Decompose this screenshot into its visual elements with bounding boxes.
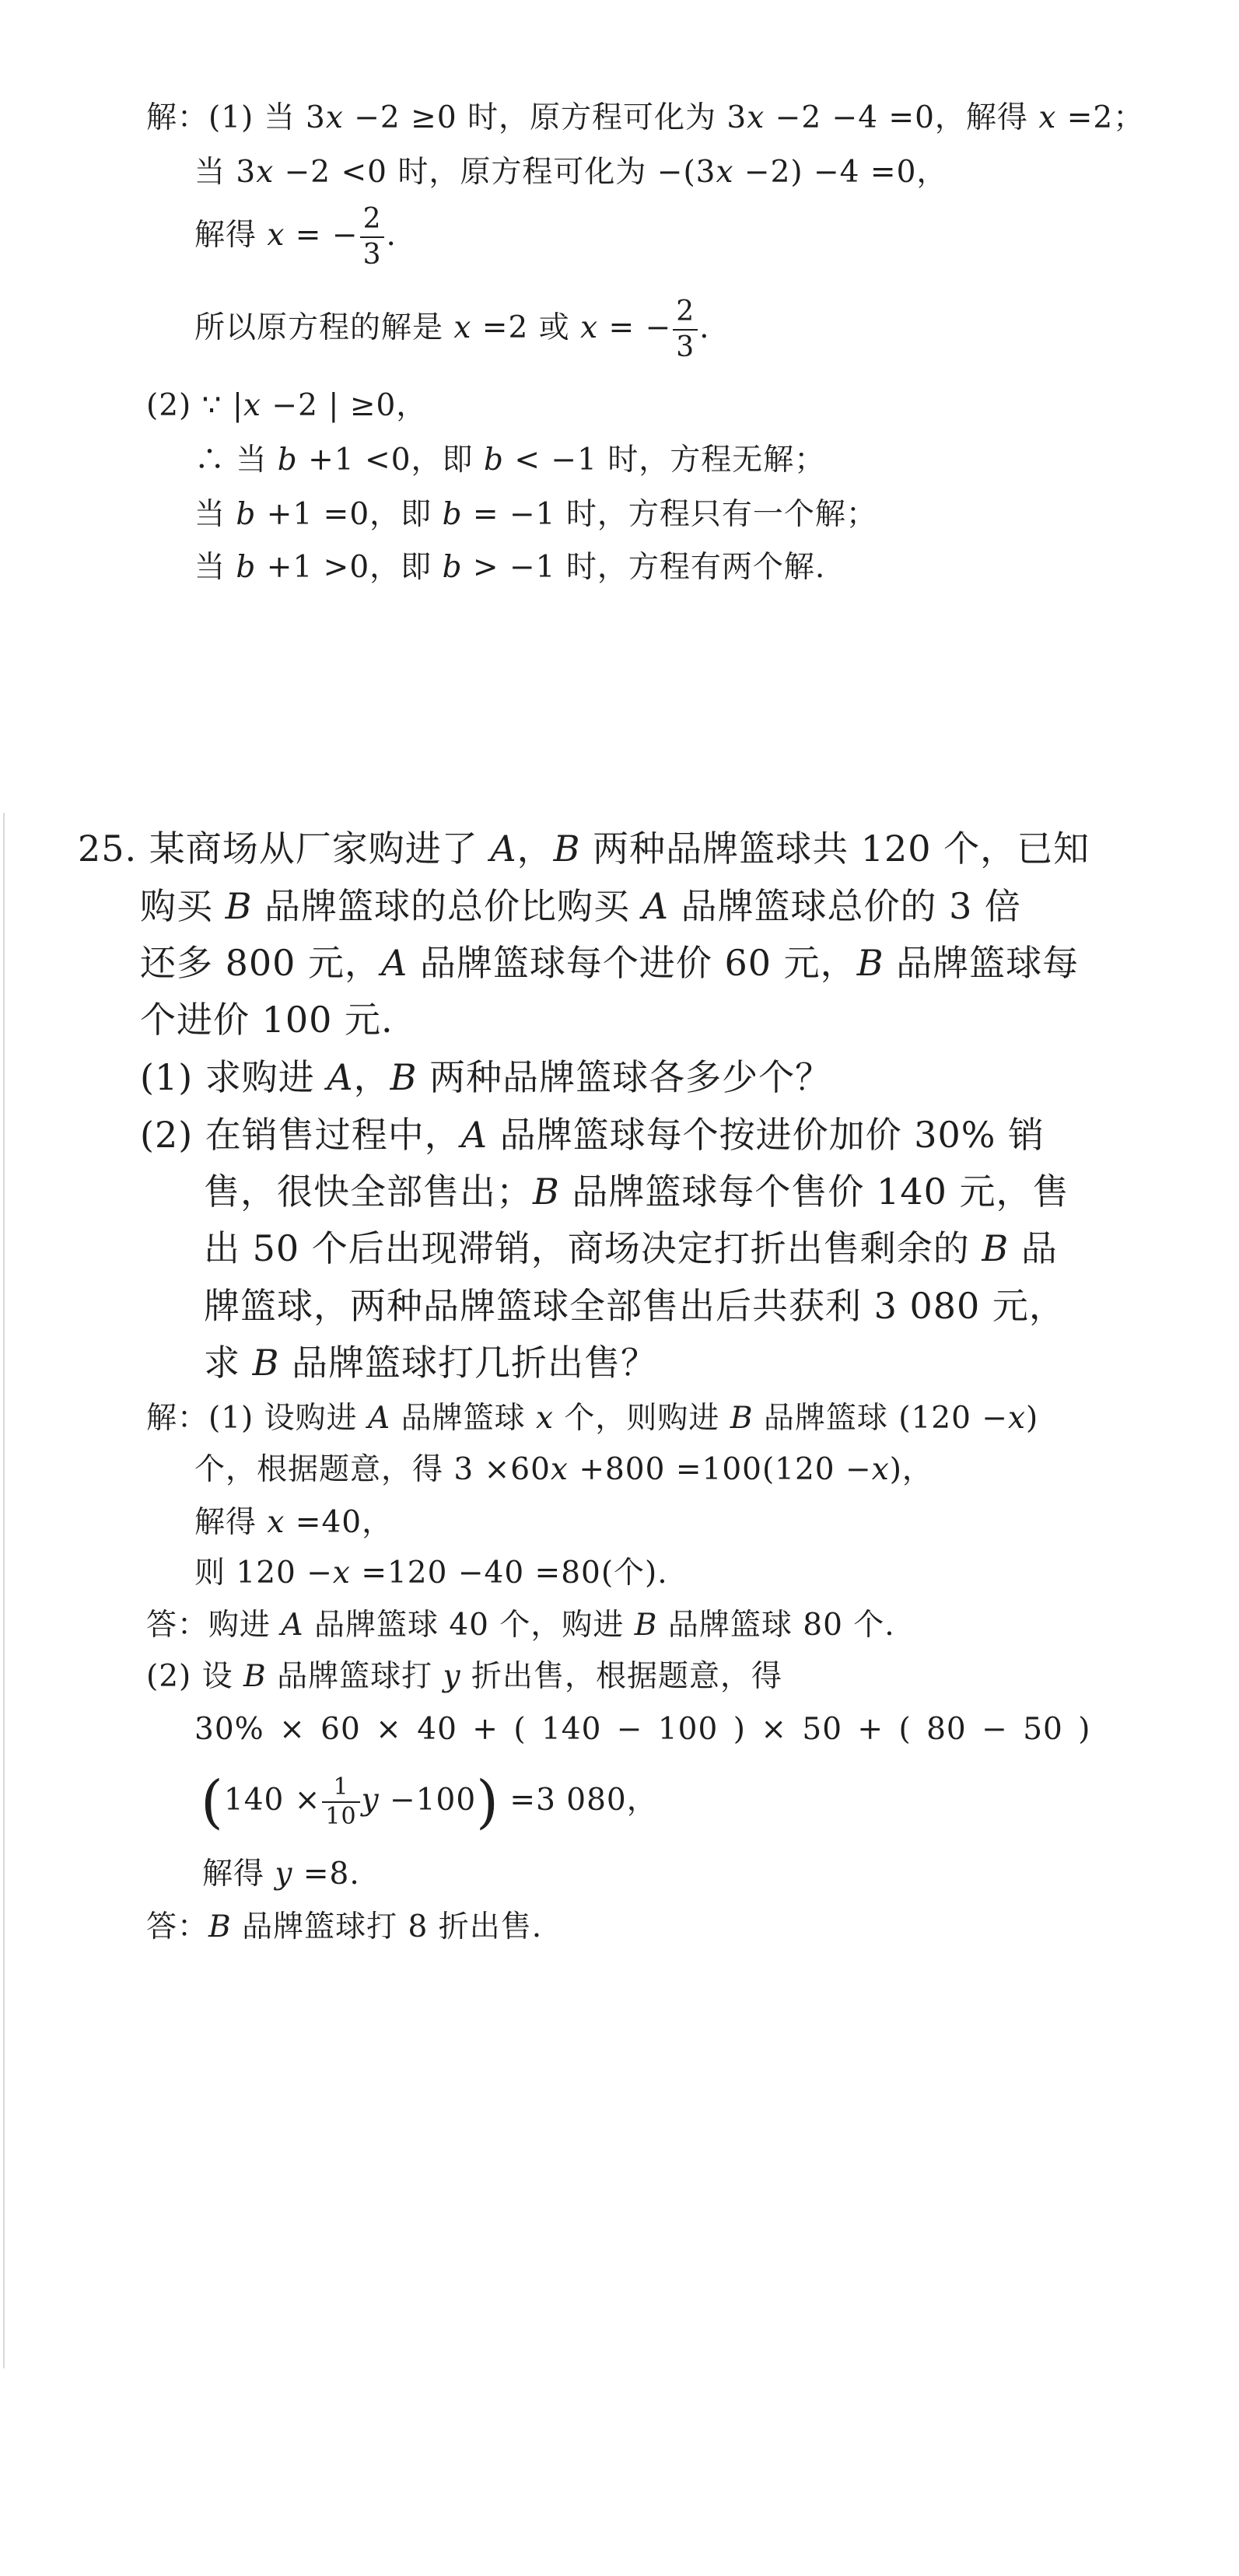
fraction-one-tenth: $\frac{1}{10}$ [322, 1775, 359, 1829]
answer-line-3: 解得 x =40， [194, 1505, 394, 1540]
answer-line-1: 解：(1) 设购进 A 品牌篮球 x 个，则购进 B 品牌篮球 (120 −x) [146, 1401, 1039, 1436]
question-line-5: (1) 求购进 A，B 两种品牌篮球各多少个？ [140, 1056, 832, 1098]
solution-line-8: 当 b +1 >0，即 b > −1 时，方程有两个解. [194, 550, 826, 585]
solution-line-6: ∴ 当 b +1 <0，即 b < −1 时，方程无解； [194, 443, 826, 478]
solution-line-1: 解：(1) 当 3x −2 ≥0 时，原方程可化为 3x −2 −4 =0，解得 x =2； [146, 100, 1145, 135]
question-line-1: 25. 某商场从厂家购进了 A，B 两种品牌篮球共 120 个，已知 [78, 828, 1090, 870]
solution-line-4: 所以原方程的解是 x =2 或 x = − $\frac{2}{3}$ . [194, 296, 710, 363]
solution-line-3: 解得 x = − $\frac{2}{3}$ . [194, 203, 397, 271]
answer-line-5: 答：购进 A 品牌篮球 40 个，购进 B 品牌篮球 80 个. [146, 1608, 895, 1643]
answer-line-7: 30% × 60 × 40 + ( 140 − 100 ) × 50 + ( 80 − 50 ) [194, 1712, 1091, 1747]
fraction-two-thirds: $\frac{2}{3}$ [673, 296, 698, 363]
question-line-2: 购买 B 品牌篮球的总价比购买 A 品牌篮球总价的 3 倍 [140, 885, 1022, 927]
answer-line-8: (140 × $\frac{1}{10}$ y −100) =3 080， [201, 1769, 658, 1836]
fraction-two-thirds: $\frac{2}{3}$ [360, 204, 385, 271]
question-line-6: (2) 在销售过程中，A 品牌篮球每个按进价加价 30% 销 [140, 1114, 1045, 1156]
answer-line-2: 个，根据题意，得 3 ×60x +800 =100(120 −x)， [194, 1452, 933, 1487]
question-line-8: 出 50 个后出现滞销，商场决定打折出售剩余的 B 品 [204, 1227, 1058, 1269]
question-line-9: 牌篮球，两种品牌篮球全部售出后共获利 3 080 元， [204, 1285, 1066, 1327]
solution-line-2: 当 3x −2 <0 时，原方程可化为 −(3x −2) −4 =0， [194, 155, 948, 190]
solution-line-7: 当 b +1 =0，即 b = −1 时，方程只有一个解； [194, 497, 877, 532]
answer-line-6: (2) 设 B 品牌篮球打 y 折出售，根据题意，得 [146, 1659, 782, 1694]
page-edge-line [3, 813, 5, 2368]
question-line-10: 求 B 品牌篮球打几折出售？ [204, 1342, 658, 1384]
answer-line-10: 答：B 品牌篮球打 8 折出售. [146, 1909, 543, 1944]
solution-line-5: (2) ∵ |x −2 | ≥0， [146, 388, 428, 423]
answer-line-9: 解得 y =8. [202, 1857, 360, 1892]
question-line-4: 个进价 100 元. [140, 999, 394, 1041]
question-line-3: 还多 800 元，A 品牌篮球每个进价 60 元，B 品牌篮球每 [140, 942, 1080, 984]
question-line-7: 售，很快全部售出；B 品牌篮球每个售价 140 元，售 [204, 1171, 1069, 1213]
answer-line-4: 则 120 −x =120 −40 =80(个). [194, 1556, 668, 1591]
